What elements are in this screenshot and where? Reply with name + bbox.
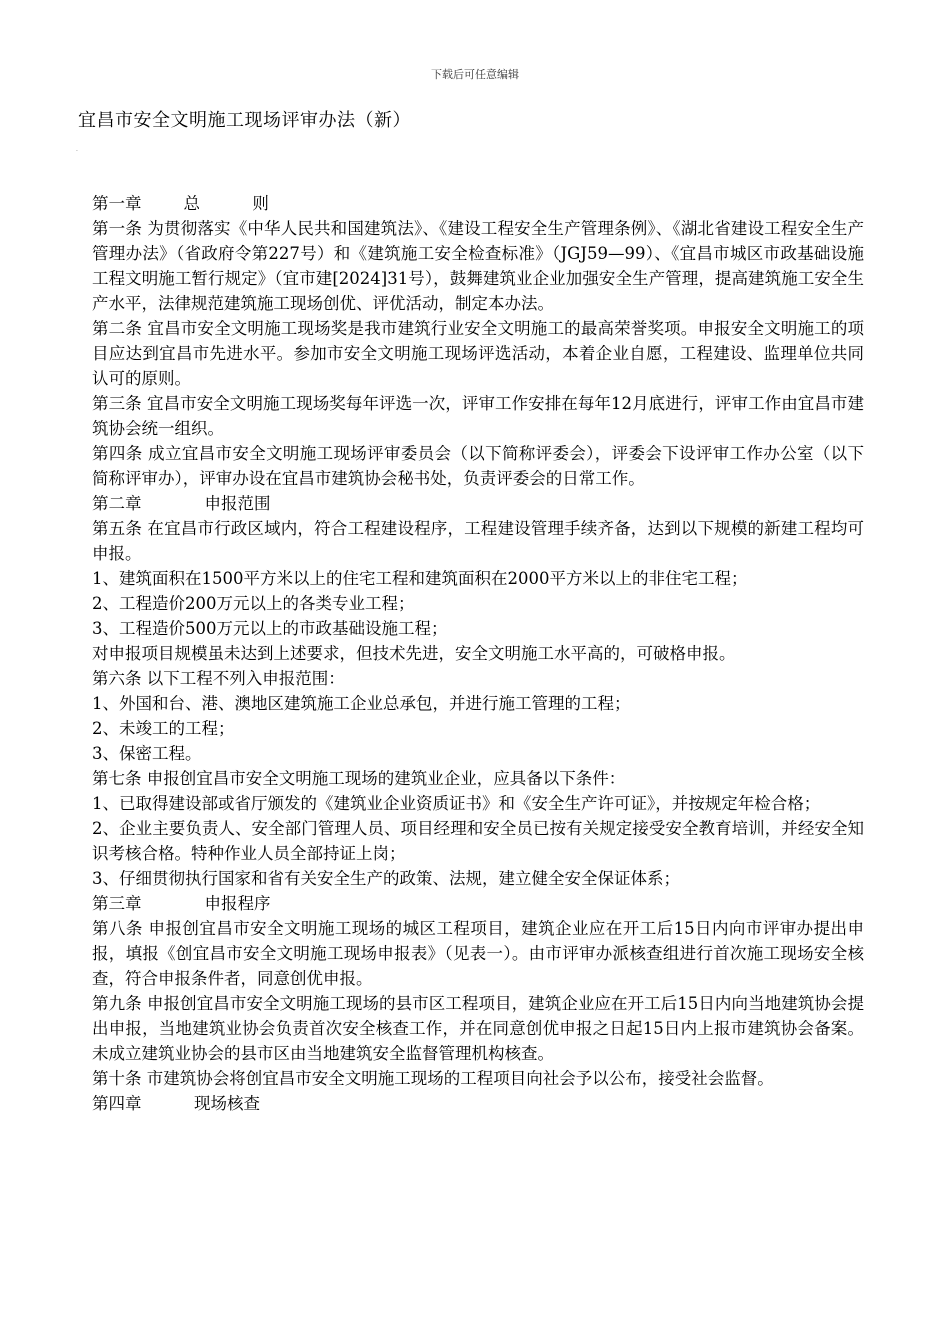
list-item: 2、企业主要负责人、安全部门管理人员、项目经理和安全员已按有关规定接受安全教育培训，并经安全知识考核合格。特种作业人员全部持证上岗； — [92, 819, 864, 863]
article-paragraph: 第六条 以下工程不列入申报范围： — [92, 669, 345, 688]
article-paragraph: 第八条 申报创宜昌市安全文明施工现场的城区工程项目，建筑企业应在开工后15日内向市评审办提出申报，填报《创宜昌市安全文明施工现场申报表》（见表一）。由市评审办派核查组进行首次施工现场安全核查，符合申报条件者，同意创优申报。 — [92, 919, 864, 988]
article-paragraph: 第九条 申报创宜昌市安全文明施工现场的县市区工程项目，建筑企业应在开工后15日内向当地建筑协会提出申报，当地建筑业协会负责首次安全核查工作，并在同意创优申报之日起15日内上报市建筑协会备案。未成立建筑业协会的县市区由当地建筑安全监督管理机构核查。 — [92, 994, 864, 1063]
list-item: 1、已取得建设部或省厅颁发的《建筑业企业资质证书》和《安全生产许可证》，并按规定年检合格； — [92, 794, 821, 813]
list-item: 3、工程造价500万元以上的市政基础设施工程； — [92, 619, 448, 638]
chapter-heading: 第二章 申报范围 — [92, 494, 271, 513]
stray-dot-mark: . — [76, 146, 78, 153]
list-item: 3、仔细贯彻执行国家和省有关安全生产的政策、法规，建立健全安全保证体系； — [92, 869, 680, 888]
page-header-note: 下载后可任意编辑 — [431, 68, 519, 81]
article-paragraph: 第三条 宜昌市安全文明施工现场奖每年评选一次，评审工作安排在每年12月底进行，评审工作由宜昌市建筑协会统一组织。 — [92, 394, 864, 438]
list-item: 2、工程造价200万元以上的各类专业工程； — [92, 594, 415, 613]
article-paragraph: 第十条 市建筑协会将创宜昌市安全文明施工现场的工程项目向社会予以公布，接受社会监督。 — [92, 1069, 774, 1088]
article-paragraph: 第五条 在宜昌市行政区域内，符合工程建设程序，工程建设管理手续齐备，达到以下规模的新建工程均可申报。 — [92, 519, 864, 563]
chapter-heading: 第三章 申报程序 — [92, 894, 271, 913]
list-item: 1、外国和台、港、澳地区建筑施工企业总承包，并进行施工管理的工程； — [92, 694, 631, 713]
document-body — [92, 191, 864, 1116]
list-item: 1、建筑面积在1500平方米以上的住宅工程和建筑面积在2000平方米以上的非住宅工程； — [92, 569, 748, 588]
article-paragraph: 第二条 宜昌市安全文明施工现场奖是我市建筑行业安全文明施工的最高荣誉奖项。申报安全文明施工的项目应达到宜昌市先进水平。参加市安全文明施工现场评选活动，本着企业自愿，工程建设、监理单位共同认可的原则。 — [92, 319, 864, 388]
body-paragraph: 对申报项目规模虽未达到上述要求，但技术先进，安全文明施工水平高的，可破格申报。 — [92, 644, 736, 663]
list-item: 2、未竣工的工程； — [92, 719, 235, 738]
list-item: 3、保密工程。 — [92, 744, 202, 763]
article-paragraph: 第七条 申报创宜昌市安全文明施工现场的建筑业企业，应具备以下条件： — [92, 769, 626, 788]
chapter-heading: 第四章 现场核查 — [92, 1094, 260, 1113]
document-title: 宜昌市安全文明施工现场评审办法（新） — [78, 110, 411, 131]
article-paragraph: 第四条 成立宜昌市安全文明施工现场评审委员会（以下简称评委会），评委会下设评审工作办公室（以下简称评审办），评审办设在宜昌市建筑协会秘书处，负责评委会的日常工作。 — [92, 444, 864, 488]
chapter-heading: 第一章 总 则 — [92, 194, 269, 213]
article-paragraph: 第一条 为贯彻落实《中华人民共和国建筑法》、《建设工程安全生产管理条例》、《湖北省建设工程安全生产管理办法》（省政府令第227号）和《建筑施工安全检查标准》（JGJ59—99）、《宜昌市城区市政基础设施工程文明施工暂行规定》（宜市建[2024]31号），鼓舞建筑业企业加强安全生产管理，提高建筑施工安全生产水平，法律规范建筑施工现场创优、评优活动，制定本办法。 — [92, 219, 864, 313]
